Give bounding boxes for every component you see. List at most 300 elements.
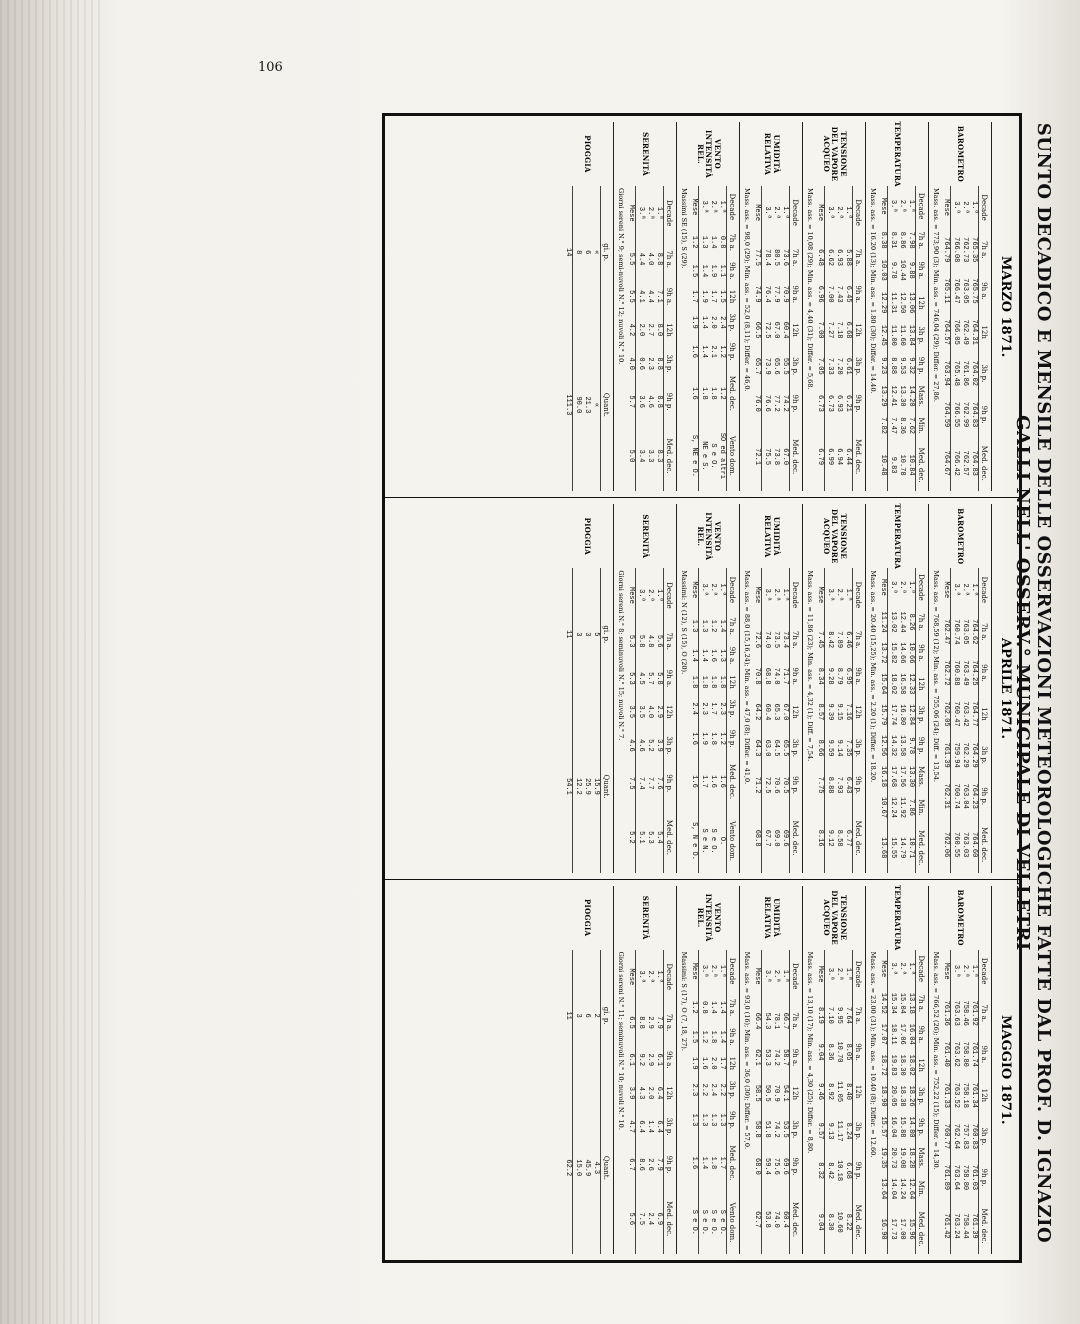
- table-cell: 2.1: [709, 345, 717, 358]
- table-row: [897, 568, 906, 872]
- table-cell: 12h: [916, 1050, 926, 1081]
- table-cell: 10.70: [835, 1041, 843, 1063]
- table-cell: 2.4: [646, 1212, 654, 1226]
- table-cell: Mese: [878, 186, 888, 226]
- table-cell: 12h: [916, 668, 926, 699]
- table-cell: 13.18: [907, 992, 915, 1014]
- table-cell: 1.ª: [718, 583, 726, 597]
- table-cell: 18.28: [907, 1147, 915, 1169]
- table-row: [906, 950, 916, 1254]
- table-row: [699, 950, 709, 1254]
- table-cell: 70.6: [772, 776, 780, 794]
- table-cell: 3h p.: [790, 1111, 800, 1148]
- month-summary-row: [563, 568, 573, 872]
- table-cell: 66.4: [752, 1003, 762, 1040]
- table-cell: 12h: [727, 285, 737, 308]
- table-cell: 4.3: [592, 1161, 600, 1175]
- pioggia-body: [563, 186, 610, 491]
- table-cell: 9h a.: [853, 658, 863, 695]
- pioggia-body: [563, 950, 610, 1254]
- month-title: APRILE 1871.: [998, 637, 1013, 739]
- umidita-label: UMIDITÀ RELATIVA: [763, 132, 781, 176]
- table-cell: 7h a.: [790, 1003, 800, 1040]
- table-cell: 1.2: [718, 345, 726, 358]
- table-cell: 70.9: [772, 1084, 780, 1102]
- table-cell: 9h a.: [916, 1019, 926, 1050]
- table-cell: 765.35: [970, 237, 978, 263]
- table-cell: Mese: [626, 568, 636, 622]
- table-cell: 762.05: [941, 693, 951, 734]
- table-cell: 7.64: [844, 1007, 852, 1024]
- table-row: [951, 568, 961, 872]
- table-cell: 9h a.: [979, 652, 989, 693]
- table-cell: 9h a.: [664, 278, 674, 315]
- table-cell: 12.56: [878, 730, 888, 761]
- table-cell: 72.5: [763, 776, 771, 794]
- table-cell: 10.78: [898, 454, 906, 476]
- table-cell: 9.2: [637, 1053, 645, 1067]
- table-cell: 3h p.: [853, 1111, 863, 1151]
- table-cell: 3.5: [626, 697, 636, 726]
- table-cell: 5.6: [655, 634, 663, 648]
- table-cell: 3h p.: [664, 1108, 674, 1146]
- vento-block: [677, 886, 740, 1254]
- table-cell: 1.8: [709, 732, 717, 745]
- table-cell: 763.04: [961, 783, 969, 809]
- table-cell: 3h p.: [853, 729, 863, 766]
- table-cell: 759.94: [952, 742, 960, 768]
- table-cell: Med. dec.: [727, 754, 737, 810]
- table-cell: 763.94: [941, 353, 951, 394]
- table-cell: 17.68: [889, 766, 897, 788]
- table-cell: 1.6: [700, 1057, 708, 1070]
- table-row: [699, 186, 709, 491]
- table-cell: 5.4: [655, 831, 663, 844]
- table-cell: Decade: [916, 568, 926, 606]
- table-cell: 11.05: [835, 1081, 843, 1103]
- table-cell: 6.79: [815, 422, 825, 491]
- table-cell: 7.9: [655, 1158, 663, 1171]
- table-cell: 2.9: [646, 1016, 654, 1029]
- table-cell: 7.75: [815, 767, 825, 804]
- table-cell: Med. dec.: [853, 1190, 863, 1254]
- table-row: [771, 950, 780, 1254]
- serenita-body: [617, 568, 673, 872]
- table-cell: 2.ª: [898, 962, 906, 976]
- table-cell: 1.4: [700, 345, 708, 358]
- table-cell: 764.83: [970, 450, 978, 476]
- table-cell: 763.52: [952, 1082, 960, 1108]
- table-cell: 6.9: [655, 1212, 663, 1226]
- table-cell: Mese: [752, 950, 762, 1003]
- table-cell: 1.4: [709, 235, 717, 249]
- table-cell: 14.20: [907, 385, 915, 407]
- table-cell: 4.0: [626, 345, 636, 383]
- table-cell: 6.44: [844, 448, 852, 466]
- tensione-note: Mass. ass. = 13,10 (17); Min. ass. = 4,30 (25); Differ. = 8,80.: [806, 951, 814, 1154]
- barometro-table: [941, 186, 988, 491]
- barometro-body: [932, 568, 988, 872]
- table-cell: 764.23: [970, 783, 978, 809]
- table-cell: 6.1: [655, 1053, 663, 1067]
- table-cell: 6.4: [655, 1086, 663, 1100]
- month-summary-row: [878, 186, 888, 491]
- table-cell: 8.58: [835, 829, 843, 847]
- table-row: [645, 186, 654, 491]
- table-cell: SO ed altri: [718, 432, 726, 480]
- table-cell: 5.2: [626, 802, 636, 872]
- table-cell: 3.9: [626, 1078, 636, 1107]
- table-cell: 4.8: [646, 634, 654, 648]
- table-cell: 3.ª: [637, 970, 645, 984]
- table-cell: 3.ª: [826, 967, 834, 981]
- table-cell: 6.73: [826, 395, 834, 412]
- table-cell: 14.04: [889, 1178, 897, 1200]
- table-cell: 11.31: [889, 292, 897, 314]
- table-cell: 7h a.: [664, 1004, 674, 1041]
- table-cell: 111.3: [563, 318, 573, 491]
- table-row: [960, 568, 969, 872]
- month-summary-row: [752, 950, 762, 1254]
- table-row: [825, 568, 835, 872]
- table-cell: 3: [574, 1013, 582, 1018]
- table-cell: 1.6: [709, 649, 717, 662]
- tables-frame: [382, 113, 1022, 1263]
- table-cell: 1.ª: [907, 962, 915, 976]
- table-cell: 764.25: [970, 660, 978, 686]
- temperatura-body: [869, 568, 925, 872]
- table-cell: 7h a.: [664, 623, 674, 660]
- table-cell: Decade: [790, 186, 800, 239]
- table-cell: 1.9: [689, 1052, 699, 1075]
- table-cell: Med. dec.: [853, 422, 863, 491]
- table-cell: 4.6: [637, 739, 645, 752]
- table-cell: 9h p.: [853, 1151, 863, 1191]
- serenita-label: SERENITÀ: [641, 514, 651, 559]
- table-cell: 3.ª: [700, 583, 708, 597]
- table-cell: 12h: [979, 1075, 989, 1116]
- table-cell: Med. dec.: [727, 1135, 737, 1191]
- table-cell: 77.2: [772, 395, 780, 412]
- table-cell: 53.8: [763, 1211, 771, 1228]
- table-cell: 9h p.: [853, 767, 863, 804]
- table-row: [960, 950, 969, 1254]
- table-cell: 1.8: [700, 675, 708, 689]
- table-cell: Mese: [626, 950, 636, 1004]
- table-cell: 2.4: [689, 694, 699, 724]
- table-cell: Min.: [916, 412, 926, 439]
- table-cell: 4.0: [646, 705, 654, 719]
- temperatura-table: [878, 950, 925, 1254]
- table-cell: 1.ª: [844, 967, 852, 981]
- vento-label: VENTO INTENSITÀ REL.: [695, 130, 723, 178]
- table-cell: 8.8: [655, 395, 663, 408]
- table-cell: Med. dec.: [664, 802, 674, 872]
- table-cell: Decade: [916, 950, 926, 988]
- table-cell: 1.ª: [844, 206, 852, 219]
- table-cell: 8.19: [815, 999, 825, 1033]
- table-cell: 760.74: [952, 619, 960, 645]
- table-cell: 765.11: [941, 270, 951, 311]
- table-row: [834, 568, 843, 872]
- table-row: [591, 186, 601, 491]
- table-cell: 7h a.: [916, 226, 926, 254]
- table-cell: 7.5: [626, 764, 636, 802]
- table-row: [591, 568, 601, 872]
- table-cell: 3h p.: [664, 345, 674, 383]
- table-row: [771, 568, 780, 872]
- table-cell: 7.45: [815, 621, 825, 658]
- table-cell: 14.79: [898, 837, 906, 859]
- tensione-body: [806, 950, 862, 1254]
- table-cell: 73.5: [772, 631, 780, 649]
- table-cell: 3h p.: [790, 729, 800, 766]
- table-cell: Decade: [727, 186, 737, 228]
- table-cell: 8.26: [907, 613, 915, 631]
- table-header-row: [664, 186, 674, 491]
- table-row: [717, 568, 727, 872]
- table-cell: 75.5: [763, 448, 771, 466]
- table-cell: Mese: [941, 186, 951, 229]
- table-cell: S e O.: [709, 1209, 717, 1235]
- table-header-row: [916, 568, 926, 872]
- table-cell: 13.84: [907, 324, 915, 346]
- table-cell: 1.ª: [718, 200, 726, 214]
- table-cell: 9.32: [907, 357, 915, 375]
- table-cell: 1.5: [689, 1022, 699, 1052]
- table-cell: Mese: [752, 568, 762, 621]
- table-cell: 7.7: [646, 776, 654, 790]
- table-cell: 9h p.: [916, 352, 926, 380]
- table-cell: 8.22: [844, 1213, 852, 1231]
- table-cell: 77.9: [772, 285, 780, 303]
- table-cell: 8.8: [637, 1016, 645, 1029]
- month-summary-row: [815, 186, 825, 491]
- table-cell: 7h a.: [853, 999, 863, 1033]
- serenita-block: [614, 504, 677, 872]
- table-cell: 68.8: [752, 804, 762, 873]
- table-cell: 12.2: [574, 778, 582, 795]
- page-number: 106: [258, 60, 283, 75]
- table-cell: 67.0: [781, 448, 789, 466]
- tensione-table: [815, 568, 862, 872]
- table-cell: 2.9: [655, 705, 663, 719]
- table-cell: 764.77: [970, 701, 978, 727]
- table-cell: 1.6: [718, 775, 726, 788]
- temperatura-label: TEMPERATURA: [893, 121, 903, 187]
- table-cell: Mass.: [916, 1142, 926, 1173]
- table-cell: Mese: [689, 186, 699, 228]
- table-cell: 12.41: [889, 385, 897, 407]
- table-cell: 3.ª: [889, 199, 897, 213]
- table-cell: 1.4: [700, 316, 708, 329]
- table-cell: 17.06: [898, 1023, 906, 1045]
- tensione-label: TENSIONE DEL VAPORE ACQUEO: [821, 890, 849, 945]
- table-cell: 53.3: [763, 1049, 771, 1066]
- barometro-block: [929, 122, 992, 491]
- table-header-row: [979, 950, 989, 1254]
- table-cell: 15.88: [898, 1116, 906, 1138]
- table-cell: 73.6: [781, 249, 789, 266]
- table-cell: Mese: [689, 568, 699, 611]
- table-cell: 2.ª: [835, 588, 843, 602]
- month-summary-row: [563, 186, 573, 491]
- month-summary-row: [689, 568, 699, 872]
- table-cell: Decade: [790, 950, 800, 1003]
- table-cell: 1.2: [689, 228, 699, 257]
- table-cell: Decade: [790, 568, 800, 621]
- table-cell: S e O.: [709, 828, 717, 854]
- temperatura-block: [866, 504, 929, 872]
- table-cell: 77.5: [752, 239, 762, 276]
- table-cell: 12.44: [898, 611, 906, 633]
- table-row: [834, 186, 843, 491]
- table-cell: 15.55: [889, 837, 897, 859]
- table-cell: 2.3: [700, 702, 708, 715]
- table-cell: 4.6: [626, 726, 636, 764]
- table-row: [825, 186, 835, 491]
- table-cell: Med. dec.: [664, 421, 674, 492]
- table-cell: 6: [583, 1013, 591, 1018]
- table-cell: 7h a.: [979, 611, 989, 652]
- table-cell: 9.78: [907, 737, 915, 755]
- month-title: MARZO 1871.: [998, 256, 1013, 358]
- barometro-label: BAROMETRO: [956, 125, 966, 183]
- table-header-row: [664, 568, 674, 872]
- table-cell: 12.29: [878, 287, 888, 320]
- umidita-body: [743, 186, 799, 491]
- table-cell: 51.8: [763, 1120, 771, 1138]
- serenita-table: [626, 568, 673, 872]
- table-cell: 1.ª: [718, 964, 726, 978]
- table-cell: 4.4: [637, 252, 645, 266]
- table-cell: 62.2: [563, 1082, 573, 1254]
- temperatura-block: [866, 122, 929, 491]
- table-cell: 8.36: [898, 417, 906, 435]
- vento-body: [680, 186, 736, 491]
- table-cell: 72.6: [752, 621, 762, 658]
- table-cell: 1.3: [709, 1113, 717, 1127]
- table-cell: 7.43: [835, 285, 843, 303]
- pioggia-label: PIOGGIA: [582, 135, 592, 173]
- table-cell: 1.9: [689, 308, 699, 337]
- month-summary-row: [626, 568, 636, 872]
- table-cell: 3.ª: [952, 201, 960, 214]
- table-cell: 761.39: [941, 735, 951, 776]
- table-cell: 1.ª: [655, 206, 663, 220]
- pioggia-block: [560, 504, 614, 872]
- temperatura-label: TEMPERATURA: [893, 884, 903, 951]
- table-cell: 7h a.: [727, 611, 737, 641]
- serenita-note: Giorni sereni N.° 8; seminuvoli N.° 15; nuvoli N.° 7.: [617, 570, 625, 741]
- table-cell: 7.62: [907, 417, 915, 435]
- vento-label: VENTO INTENSITÀ REL.: [695, 512, 723, 561]
- table-cell: 2: [592, 1013, 600, 1018]
- month-summary-row: [878, 568, 888, 872]
- table-cell: 5.0: [626, 421, 636, 492]
- table-row: [906, 568, 916, 872]
- table-cell: Med. dec.: [979, 817, 989, 873]
- table-cell: 73.4: [781, 631, 789, 649]
- table-cell: 2.ª: [898, 199, 906, 213]
- table-cell: 1.4: [689, 641, 699, 671]
- table-cell: 6.77: [844, 829, 852, 847]
- serenita-label: SERENITÀ: [641, 132, 651, 176]
- table-cell: 6.7: [626, 1146, 636, 1184]
- table-cell: Decade: [853, 568, 863, 621]
- table-cell: 1.8: [709, 675, 717, 689]
- table-cell: 765.75: [970, 278, 978, 304]
- table-cell: Decade: [853, 950, 863, 999]
- table-cell: 1.4: [718, 1030, 726, 1044]
- table-cell: 3.ª: [889, 962, 897, 976]
- table-row: [843, 950, 853, 1254]
- table-cell: 8.31: [889, 231, 897, 249]
- pioggia-body: [563, 568, 610, 872]
- table-cell: 5.3: [646, 831, 654, 844]
- table-cell: 60.4: [781, 1211, 789, 1228]
- table-cell: 1.8: [709, 1156, 717, 1170]
- table-cell: 761.33: [941, 1075, 951, 1116]
- tensione-body: [806, 186, 862, 491]
- serenita-body: [617, 950, 673, 1254]
- table-cell: 757.83: [961, 1123, 969, 1150]
- table-cell: 9.46: [815, 1072, 825, 1112]
- table-cell: 8.32: [815, 1151, 825, 1191]
- table-header-row: [790, 568, 800, 872]
- umidita-label: UMIDITÀ RELATIVA: [763, 896, 781, 939]
- table-row: [582, 950, 591, 1254]
- table-cell: 13.30: [898, 385, 906, 407]
- table-cell: 1.ª: [907, 581, 915, 594]
- table-header-row: [664, 950, 674, 1254]
- table-cell: 2.3: [689, 1075, 699, 1105]
- table-cell: 8.66: [815, 729, 825, 766]
- table-cell: 8.88: [889, 357, 897, 375]
- table-cell: 7.33: [826, 357, 834, 375]
- table-cell: 766.42: [952, 450, 960, 476]
- table-cell: 6.43: [844, 776, 852, 794]
- table-cell: 72.5: [763, 321, 771, 339]
- table-row: [951, 950, 961, 1254]
- table-cell: 70.5: [781, 776, 789, 794]
- barometro-block: [929, 886, 992, 1254]
- table-cell: 1.ª: [655, 589, 663, 602]
- table-cell: 3.ª: [952, 964, 960, 978]
- table-row: [897, 950, 906, 1254]
- table-cell: 16.90: [878, 1204, 888, 1254]
- month-summary-row: [941, 568, 951, 872]
- table-cell: 2.ª: [772, 206, 780, 219]
- table-cell: 3: [583, 632, 591, 637]
- table-row: [645, 568, 654, 872]
- vento-table: [689, 950, 736, 1254]
- table-cell: 9.14: [835, 739, 843, 757]
- table-row: [582, 568, 591, 872]
- table-cell: 760.88: [952, 660, 960, 686]
- pioggia-label: PIOGGIA: [582, 898, 592, 937]
- vento-note: Massimi: N (12), S (15), O (20).: [680, 570, 688, 675]
- table-cell: 1.3: [718, 1113, 726, 1127]
- table-row: [843, 568, 853, 872]
- table-cell: 762.29: [961, 742, 969, 768]
- table-cell: 764.59: [941, 394, 951, 435]
- table-cell: 16.18: [878, 761, 888, 792]
- table-cell: 3.4: [637, 449, 645, 463]
- table-cell: 9h p.: [664, 1146, 674, 1184]
- vento-note: Massimi SE (15), S (29).: [680, 188, 688, 269]
- table-cell: 763.05: [961, 278, 969, 304]
